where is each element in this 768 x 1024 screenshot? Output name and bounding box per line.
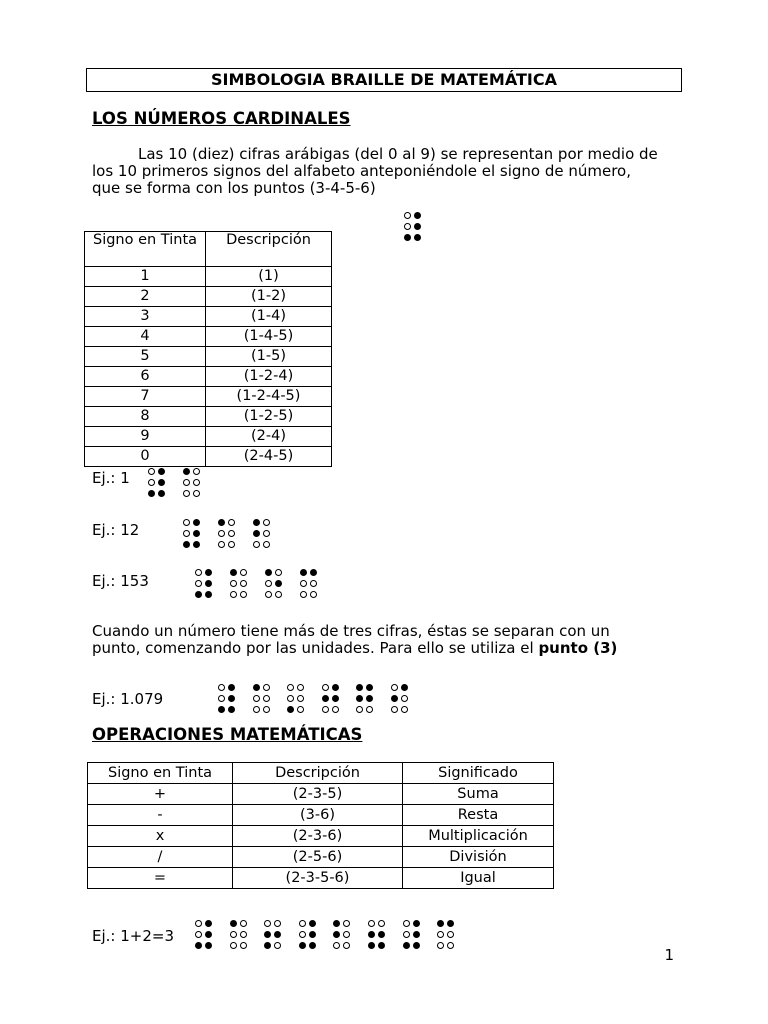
table-row: [85, 327, 332, 347]
braille-empty-dot: [230, 942, 237, 949]
braille-empty-dot: [447, 931, 454, 938]
table-cell: (2-3-5-6): [233, 868, 403, 889]
braille-raised-dot: [218, 706, 225, 713]
braille-raised-dot: [193, 541, 200, 548]
braille-raised-dot: [193, 519, 200, 526]
braille-raised-dot: [310, 569, 317, 576]
braille-empty-dot: [275, 591, 282, 598]
braille-empty-dot: [368, 920, 375, 927]
separator-text-line-1: Cuando un número tiene más de tres cifras, éstas se separan con un: [92, 622, 610, 640]
braille-number-sign: [404, 212, 425, 243]
column-header: Descripción: [206, 232, 332, 267]
table-row: [88, 784, 554, 805]
braille-empty-dot: [183, 479, 190, 486]
braille-empty-dot: [240, 591, 247, 598]
braille-empty-dot: [333, 942, 340, 949]
separator-text-line-2: [92, 640, 712, 657]
table-cell: Resta: [403, 805, 554, 826]
braille-cell: [195, 569, 216, 600]
braille-cell: [183, 519, 204, 550]
braille-cell: [391, 684, 412, 715]
braille-raised-dot: [309, 942, 316, 949]
braille-cell: [287, 684, 308, 715]
braille-cell: [253, 684, 274, 715]
table-row: [85, 447, 332, 467]
braille-raised-dot: [253, 684, 260, 691]
example-label-153: Ej.: 153: [92, 572, 149, 590]
operations-table: [87, 762, 554, 889]
table-cell: (2-3-5): [233, 784, 403, 805]
braille-cell: [230, 920, 251, 951]
braille-cell: [264, 920, 285, 951]
braille-empty-dot: [218, 695, 225, 702]
braille-raised-dot: [183, 541, 190, 548]
table-row: [85, 427, 332, 447]
braille-raised-dot: [309, 931, 316, 938]
column-header: Signo en Tinta: [88, 763, 233, 784]
braille-empty-dot: [195, 569, 202, 576]
table-cell: 0: [85, 447, 206, 467]
braille-raised-dot: [158, 490, 165, 497]
table-row: [85, 287, 332, 307]
table-header-row: [88, 763, 554, 784]
braille-raised-dot: [437, 920, 444, 927]
braille-raised-dot: [414, 234, 421, 241]
braille-raised-dot: [228, 684, 235, 691]
table-cell: +: [88, 784, 233, 805]
braille-empty-dot: [391, 706, 398, 713]
braille-cell: [368, 920, 389, 951]
braille-empty-dot: [263, 519, 270, 526]
table-cell: x: [88, 826, 233, 847]
column-header: Signo en Tinta: [85, 232, 206, 267]
example-label-1079: Ej.: 1.079: [92, 690, 164, 708]
braille-empty-dot: [310, 591, 317, 598]
braille-raised-dot: [264, 942, 271, 949]
braille-raised-dot: [230, 569, 237, 576]
braille-raised-dot: [366, 695, 373, 702]
braille-empty-dot: [391, 684, 398, 691]
braille-empty-dot: [253, 706, 260, 713]
braille-empty-dot: [195, 920, 202, 927]
table-row: [88, 868, 554, 889]
braille-empty-dot: [263, 530, 270, 537]
column-header: Significado: [403, 763, 554, 784]
braille-empty-dot: [299, 920, 306, 927]
braille-cell: [218, 684, 239, 715]
braille-raised-dot: [275, 580, 282, 587]
braille-raised-dot: [228, 706, 235, 713]
braille-raised-dot: [378, 931, 385, 938]
braille-raised-dot: [195, 942, 202, 949]
braille-empty-dot: [148, 468, 155, 475]
table-cell: 9: [85, 427, 206, 447]
table-row: [88, 805, 554, 826]
intro-line-3: que se forma con los puntos (3-4-5-6): [92, 179, 376, 197]
braille-raised-dot: [218, 519, 225, 526]
table-cell: 7: [85, 387, 206, 407]
braille-empty-dot: [447, 942, 454, 949]
braille-raised-dot: [309, 920, 316, 927]
braille-empty-dot: [230, 580, 237, 587]
braille-raised-dot: [401, 684, 408, 691]
column-header: Descripción: [233, 763, 403, 784]
braille-empty-dot: [253, 541, 260, 548]
table-cell: (1-2): [206, 287, 332, 307]
braille-raised-dot: [287, 706, 294, 713]
braille-empty-dot: [322, 706, 329, 713]
braille-cell: [299, 920, 320, 951]
braille-raised-dot: [265, 569, 272, 576]
example-label-sum: Ej.: 1+2=3: [92, 927, 175, 945]
braille-empty-dot: [193, 479, 200, 486]
braille-raised-dot: [253, 530, 260, 537]
braille-empty-dot: [228, 519, 235, 526]
braille-raised-dot: [378, 942, 385, 949]
intro-line-2: los 10 primeros signos del alfabeto anteponiéndole el signo de número,: [92, 162, 631, 180]
document-title: SIMBOLOGIA BRAILLE DE MATEMÁTICA: [86, 68, 682, 92]
braille-raised-dot: [300, 569, 307, 576]
braille-cell: [322, 684, 343, 715]
braille-raised-dot: [414, 212, 421, 219]
table-cell: (2-4-5): [206, 447, 332, 467]
braille-empty-dot: [240, 931, 247, 938]
braille-raised-dot: [158, 479, 165, 486]
table-cell: (2-5-6): [233, 847, 403, 868]
braille-raised-dot: [413, 931, 420, 938]
braille-empty-dot: [343, 942, 350, 949]
braille-empty-dot: [300, 580, 307, 587]
braille-cell: [437, 920, 458, 951]
table-cell: (3-6): [233, 805, 403, 826]
braille-empty-dot: [275, 569, 282, 576]
braille-empty-dot: [263, 684, 270, 691]
table-header-row: [85, 232, 332, 267]
table-cell: (1-4-5): [206, 327, 332, 347]
braille-raised-dot: [205, 942, 212, 949]
braille-empty-dot: [253, 695, 260, 702]
braille-empty-dot: [401, 706, 408, 713]
braille-empty-dot: [265, 591, 272, 598]
braille-empty-dot: [403, 931, 410, 938]
table-cell: 1: [85, 267, 206, 287]
braille-empty-dot: [403, 920, 410, 927]
table-cell: División: [403, 847, 554, 868]
braille-empty-dot: [343, 920, 350, 927]
braille-raised-dot: [322, 695, 329, 702]
intro-line-1: Las 10 (diez) cifras arábigas (del 0 al 9) se representan por medio de: [138, 145, 658, 163]
braille-empty-dot: [265, 580, 272, 587]
braille-cell: [333, 920, 354, 951]
braille-raised-dot: [332, 695, 339, 702]
braille-empty-dot: [297, 706, 304, 713]
braille-empty-dot: [299, 931, 306, 938]
braille-empty-dot: [230, 931, 237, 938]
braille-empty-dot: [264, 920, 271, 927]
table-cell: 8: [85, 407, 206, 427]
braille-raised-dot: [447, 920, 454, 927]
braille-cell: [300, 569, 321, 600]
braille-raised-dot: [205, 580, 212, 587]
page-number: 1: [664, 946, 674, 964]
braille-raised-dot: [274, 931, 281, 938]
table-cell: /: [88, 847, 233, 868]
braille-raised-dot: [413, 920, 420, 927]
separator-text: punto, comenzando por las unidades. Para ello se utiliza el: [92, 639, 534, 657]
braille-raised-dot: [193, 530, 200, 537]
braille-empty-dot: [183, 530, 190, 537]
table-cell: (1-4): [206, 307, 332, 327]
table-cell: -: [88, 805, 233, 826]
braille-raised-dot: [333, 931, 340, 938]
table-row: [85, 267, 332, 287]
braille-empty-dot: [401, 695, 408, 702]
braille-raised-dot: [158, 468, 165, 475]
braille-empty-dot: [274, 920, 281, 927]
braille-empty-dot: [343, 931, 350, 938]
braille-raised-dot: [414, 223, 421, 230]
braille-empty-dot: [240, 569, 247, 576]
braille-empty-dot: [404, 212, 411, 219]
braille-raised-dot: [205, 931, 212, 938]
braille-raised-dot: [368, 931, 375, 938]
braille-raised-dot: [368, 942, 375, 949]
braille-empty-dot: [240, 920, 247, 927]
example-label-1: Ej.: 1: [92, 469, 130, 487]
table-row: [85, 407, 332, 427]
braille-empty-dot: [300, 591, 307, 598]
table-cell: 5: [85, 347, 206, 367]
table-cell: (1-2-4): [206, 367, 332, 387]
braille-raised-dot: [299, 942, 306, 949]
table-cell: (1-5): [206, 347, 332, 367]
table-cell: (1): [206, 267, 332, 287]
braille-raised-dot: [356, 695, 363, 702]
table-cell: (1-2-4-5): [206, 387, 332, 407]
table-row: [85, 387, 332, 407]
braille-empty-dot: [183, 490, 190, 497]
braille-empty-dot: [240, 580, 247, 587]
braille-cell: [403, 920, 424, 951]
braille-empty-dot: [287, 695, 294, 702]
braille-cell: [356, 684, 377, 715]
braille-cell: [253, 519, 274, 550]
braille-raised-dot: [332, 684, 339, 691]
braille-empty-dot: [332, 706, 339, 713]
braille-empty-dot: [356, 706, 363, 713]
braille-empty-dot: [366, 706, 373, 713]
braille-raised-dot: [205, 569, 212, 576]
table-cell: 4: [85, 327, 206, 347]
braille-raised-dot: [413, 942, 420, 949]
braille-empty-dot: [195, 580, 202, 587]
braille-empty-dot: [193, 468, 200, 475]
braille-raised-dot: [391, 695, 398, 702]
braille-empty-dot: [287, 684, 294, 691]
table-cell: 3: [85, 307, 206, 327]
table-cell: Igual: [403, 868, 554, 889]
braille-cell: [148, 468, 169, 499]
braille-empty-dot: [193, 490, 200, 497]
braille-raised-dot: [230, 920, 237, 927]
table-cell: =: [88, 868, 233, 889]
table-row: [88, 826, 554, 847]
braille-empty-dot: [297, 695, 304, 702]
braille-empty-dot: [228, 541, 235, 548]
table-row: [85, 367, 332, 387]
table-cell: 2: [85, 287, 206, 307]
table-row: [85, 347, 332, 367]
braille-empty-dot: [218, 530, 225, 537]
braille-empty-dot: [404, 223, 411, 230]
table-cell: 6: [85, 367, 206, 387]
braille-empty-dot: [263, 706, 270, 713]
braille-cell: [195, 920, 216, 951]
braille-raised-dot: [366, 684, 373, 691]
braille-empty-dot: [195, 931, 202, 938]
braille-empty-dot: [378, 920, 385, 927]
table-cell: (2-4): [206, 427, 332, 447]
table-cell: (1-2-5): [206, 407, 332, 427]
braille-cell: [230, 569, 251, 600]
table-cell: (2-3-6): [233, 826, 403, 847]
braille-empty-dot: [240, 942, 247, 949]
digits-table: [84, 231, 332, 467]
braille-raised-dot: [404, 234, 411, 241]
braille-empty-dot: [297, 684, 304, 691]
braille-raised-dot: [264, 931, 271, 938]
table-cell: Suma: [403, 784, 554, 805]
table-row: [85, 307, 332, 327]
braille-cell: [265, 569, 286, 600]
braille-empty-dot: [228, 530, 235, 537]
braille-empty-dot: [322, 684, 329, 691]
braille-empty-dot: [274, 942, 281, 949]
braille-empty-dot: [437, 942, 444, 949]
table-row: [88, 847, 554, 868]
braille-raised-dot: [205, 591, 212, 598]
braille-empty-dot: [230, 591, 237, 598]
section-heading-cardinals: LOS NÚMEROS CARDINALES: [92, 109, 351, 128]
braille-raised-dot: [253, 519, 260, 526]
braille-empty-dot: [263, 541, 270, 548]
example-label-12: Ej.: 12: [92, 521, 140, 539]
braille-cell: [183, 468, 204, 499]
braille-empty-dot: [310, 580, 317, 587]
braille-raised-dot: [333, 920, 340, 927]
braille-empty-dot: [437, 931, 444, 938]
braille-cell: [218, 519, 239, 550]
table-cell: Multiplicación: [403, 826, 554, 847]
braille-raised-dot: [183, 468, 190, 475]
braille-empty-dot: [263, 695, 270, 702]
section-heading-operations: OPERACIONES MATEMÁTICAS: [92, 725, 363, 744]
braille-raised-dot: [148, 490, 155, 497]
separator-bold-text: punto (3): [538, 639, 618, 657]
braille-raised-dot: [403, 942, 410, 949]
braille-raised-dot: [228, 695, 235, 702]
braille-raised-dot: [205, 920, 212, 927]
braille-empty-dot: [148, 479, 155, 486]
braille-empty-dot: [218, 541, 225, 548]
braille-empty-dot: [183, 519, 190, 526]
braille-raised-dot: [356, 684, 363, 691]
braille-raised-dot: [195, 591, 202, 598]
braille-empty-dot: [218, 684, 225, 691]
